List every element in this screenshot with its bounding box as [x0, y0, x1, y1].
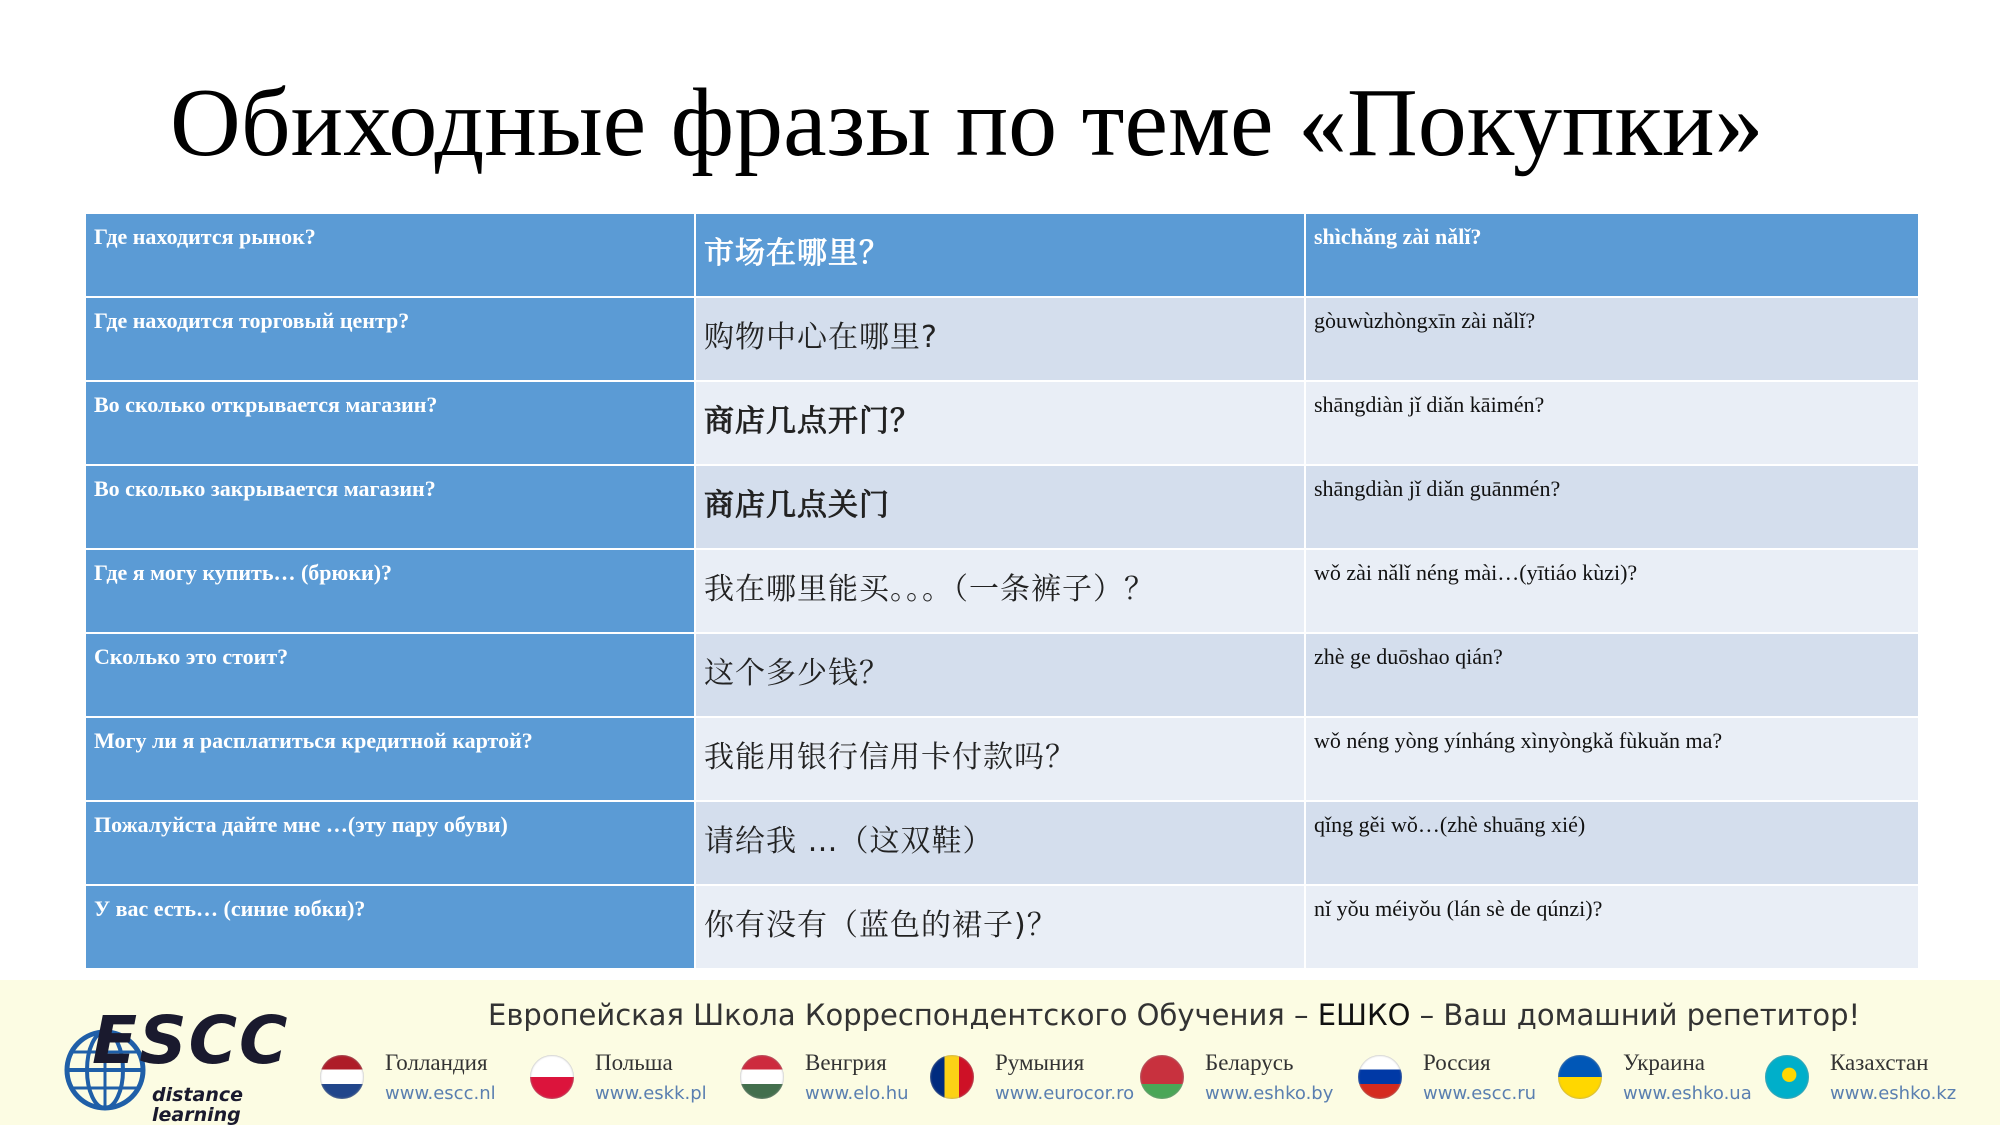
pinyin-cell: shāngdiàn jǐ diǎn kāimén?: [1305, 381, 1919, 465]
chinese-cell: 商店几点关门: [695, 465, 1305, 549]
country-list: Голландия www.escc.nl Польша www.eskk.pl Венгрия www.elo.hu Румыния www.eurocor.ro Беларусь www.eshko.by Россия www.escc.ru Украина www.eshko.ua Казахстан www.eshko.kz: [320, 1050, 1980, 1120]
pinyin-cell: nǐ yǒu méiyǒu (lán sè de qúnzi)?: [1305, 885, 1919, 969]
footer-slogan: Европейская Школа Корреспондентского Обучения – ЕШКО – Ваш домашний репетитор!: [488, 998, 1861, 1032]
escc-logo: [60, 1000, 290, 1126]
pinyin-cell: wǒ zài nǎlǐ néng mài…(yītiáo kùzi)?: [1305, 549, 1919, 633]
chinese-cell: 购物中心在哪里?: [695, 297, 1305, 381]
russian-cell: Где находится торговый центр?: [85, 297, 695, 381]
chinese-cell: 请给我 …（这双鞋）: [695, 801, 1305, 885]
pinyin-cell: shìchǎng zài nǎlǐ?: [1305, 213, 1919, 297]
logo-wordmark: ESCC: [92, 1002, 290, 1079]
netherlands-flag-icon: [320, 1055, 364, 1099]
russian-cell: Пожалуйста дайте мне …(эту пару обуви): [85, 801, 695, 885]
pinyin-cell: shāngdiàn jǐ diǎn guānmén?: [1305, 465, 1919, 549]
chinese-cell: 我能用银行信用卡付款吗？: [695, 717, 1305, 801]
chinese-cell: 商店几点开门？: [695, 381, 1305, 465]
logo-tagline: distance learning: [152, 1084, 244, 1126]
russian-cell: Могу ли я расплатиться кредитной картой?: [85, 717, 695, 801]
russia-flag-icon: [1358, 1055, 1402, 1099]
footer-banner: [0, 980, 2000, 1125]
page-title: Обиходные фразы по теме «Покупки»: [170, 69, 1764, 177]
russian-cell: Сколько это стоит?: [85, 633, 695, 717]
poland-flag-icon: [530, 1055, 574, 1099]
romania-flag-icon: [930, 1055, 974, 1099]
pinyin-cell: qǐng gěi wǒ…(zhè shuāng xié): [1305, 801, 1919, 885]
russian-cell: Во сколько открывается магазин?: [85, 381, 695, 465]
chinese-cell: 你有没有（蓝色的裙子)？: [695, 885, 1305, 969]
phrases-table: [85, 213, 1919, 969]
chinese-cell: 我在哪里能买。。。（一条裤子）？: [695, 549, 1305, 633]
pinyin-cell: gòuwùzhòngxīn zài nǎlǐ?: [1305, 297, 1919, 381]
hungary-flag-icon: [740, 1055, 784, 1099]
russian-cell: Где находится рынок?: [85, 213, 695, 297]
pinyin-cell: zhè ge duōshao qián?: [1305, 633, 1919, 717]
russian-cell: У вас есть… (синие юбки)?: [85, 885, 695, 969]
russian-cell: Во сколько закрывается магазин?: [85, 465, 695, 549]
chinese-cell: 这个多少钱？: [695, 633, 1305, 717]
chinese-cell: 市场在哪里？: [695, 213, 1305, 297]
belarus-flag-icon: [1140, 1055, 1184, 1099]
russian-cell: Где я могу купить… (брюки)?: [85, 549, 695, 633]
ukraine-flag-icon: [1558, 1055, 1602, 1099]
pinyin-cell: wǒ néng yòng yínháng xìnyòngkǎ fùkuǎn ma?: [1305, 717, 1919, 801]
kazakhstan-flag-icon: [1765, 1055, 1809, 1099]
